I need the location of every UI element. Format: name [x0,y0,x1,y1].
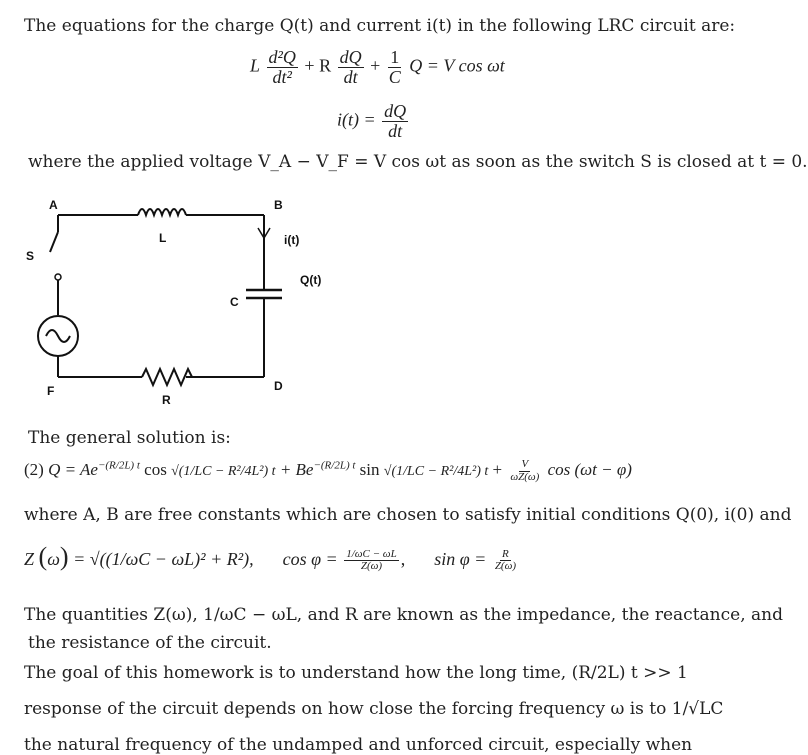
sin-phi-lhs: sin φ = [434,549,487,569]
label-s: S [26,249,35,263]
sin-phi-den: Z(ω) [494,560,517,573]
label-f: F [47,384,55,398]
cos-phi-num: 1/ωC − ωL [346,547,397,560]
quantities-text-1: The quantities Z(ω), 1/ωC − ωL, and R are known as the impedance, the reactance, and [24,605,783,625]
eq1-frac-c [387,48,403,87]
solution-part2: + Be [279,459,314,479]
eq1-dt: dt [343,66,358,87]
resistor-symbol [142,369,192,385]
eq1-dt2: dt² [272,66,292,87]
solution-number: (2) [24,459,44,479]
cos-phi-frac [344,549,398,573]
eq1-L: L [250,55,261,76]
eq1-frac-dq [338,48,364,87]
quantities-text-2: the resistance of the circuit. [28,633,272,653]
label-r: R [162,393,171,407]
general-solution-text: The general solution is: [28,428,231,448]
differential-equation [250,48,505,87]
cos-phi-den: Z(ω) [360,560,383,573]
impedance-equation: Z (ω) = √((1/ωC − ωL)² + R²), cos φ = $\frac{1/\omega C - \omega L}{Z(\omega)}$ , sin φ = $\frac{R}{Z(\omega)}$ [24,542,517,573]
solution-amp-frac [508,459,541,483]
eq1-rhs: Q = V cos ωt [409,55,505,76]
response-text: response of the circuit depends on how close the forcing frequency ω is to 1/√LC [24,699,724,719]
solution-root2: √(1/LC − R²/4L²) t [383,463,489,479]
inductor-symbol [138,209,186,215]
label-l: L [159,231,167,245]
label-d: D [274,379,283,393]
sine-wave-icon [46,330,70,342]
label-c: C [230,295,239,309]
sin-phi-frac [493,549,518,573]
cos-phi-lhs: cos φ = [282,549,338,569]
eq2-lhs: i(t) = [337,109,376,130]
eq1-plus: + [370,55,381,76]
impedance-eq: = √((1/ωC − ωL)² + R²), [73,549,254,569]
goal-text: The goal of this homework is to understand how the long time, (R/2L) t >> 1 [24,663,688,683]
solution-plus: + [492,459,503,479]
applied-voltage-text: where the applied voltage V_A − V_F = V cos ωt as soon as the switch S is closed at t = 0. [28,152,808,172]
impedance-omega: ω [47,549,60,569]
solution-sin: sin [359,459,380,479]
eq1-dq: dQ [339,47,362,67]
eq1-plus-r: + R [304,55,332,76]
solution-equation [24,459,632,483]
lrc-circuit-diagram [20,190,320,415]
impedance-z: Z [24,549,35,569]
eq2-dt: dt [388,120,403,141]
eq1-frac-d2q [267,48,298,87]
eq2-dq: dQ [384,101,407,121]
solution-part1: Q = Ae [48,459,98,479]
constants-text: where A, B are free constants which are chosen to satisfy initial conditions Q(0), i(0) and [24,505,792,525]
label-a: A [49,198,58,212]
switch-contact [55,274,61,280]
eq1-c: C [388,66,401,87]
solution-amp-den: ωZ(ω) [510,470,540,483]
current-equation [337,102,410,141]
natural-text: the natural frequency of the undamped and unforced circuit, especially when [24,735,693,755]
solution-tail: cos (ωt − φ) [547,459,632,479]
solution-exp1: −(R/2L) t [97,459,140,472]
intro-text: The equations for the charge Q(t) and current i(t) in the following LRC circuit are: [24,16,736,36]
switch-symbol [50,232,58,252]
solution-root1: √(1/LC − R²/4L²) t [171,463,276,479]
eq1-d2q: d²Q [268,47,296,67]
eq1-one: 1 [390,47,400,67]
label-charge: Q(t) [300,273,322,287]
solution-cos: cos [144,459,167,479]
label-b: B [274,198,283,212]
label-current: i(t) [284,233,300,247]
solution-exp2: −(R/2L) t [313,459,356,472]
sin-phi-num: R [502,547,509,560]
solution-amp-num: V [521,458,529,470]
eq2-frac [382,102,408,141]
